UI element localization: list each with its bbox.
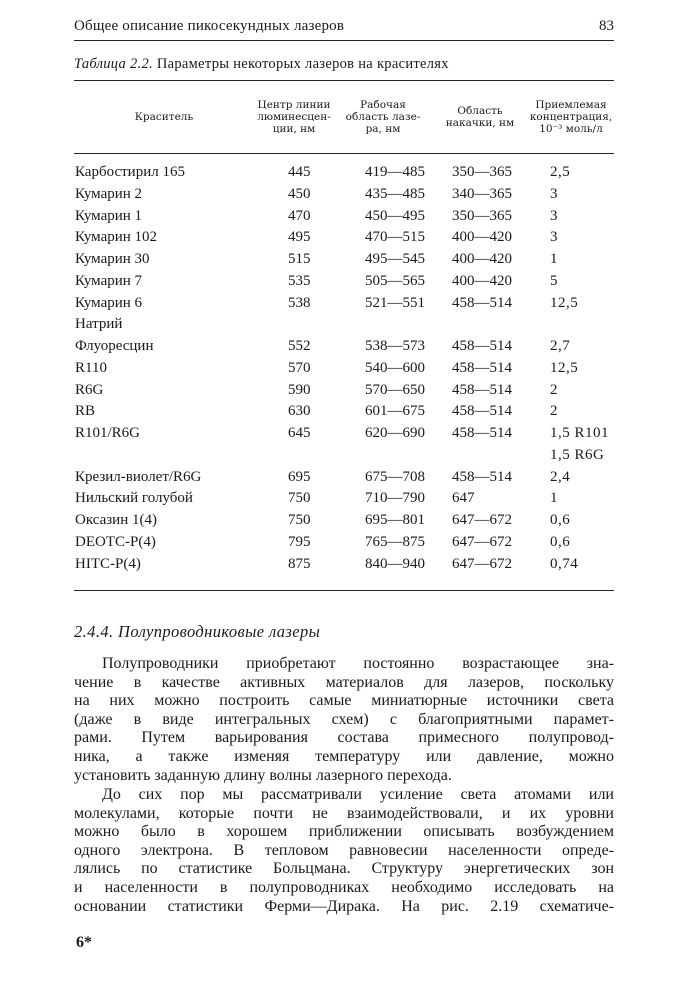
text-line: молекулами, которые почти не взаимодействовали, и их уровни xyxy=(74,804,614,822)
table-row xyxy=(74,423,614,445)
table-row xyxy=(74,227,614,249)
table-row xyxy=(74,467,614,489)
cell-concentration: 3 xyxy=(550,207,558,224)
cell-working-range: 540—600 xyxy=(365,359,425,376)
cell-dye: Кумарин 6 xyxy=(75,294,143,311)
cell-luminescence-center: 570 xyxy=(288,359,311,376)
cell-dye: Оксазин 1(4) xyxy=(75,512,157,528)
header-dye: Краситель xyxy=(134,111,194,123)
cell-working-range: 435—485 xyxy=(365,185,425,202)
text-line: Полупроводники приобретают постоянно возрастающее зна- xyxy=(102,655,614,672)
text-line: одного электрона. В тепловом равновесии населенности опреде- xyxy=(74,841,614,859)
cell-luminescence-center: 645 xyxy=(288,425,311,441)
cell-working-range: 538—573 xyxy=(365,338,425,354)
cell-pump-range: 400—420 xyxy=(452,251,512,267)
cell-dye: R101/R6G xyxy=(75,425,141,441)
table-row xyxy=(74,445,614,467)
cell-luminescence-center: 795 xyxy=(288,533,311,550)
cell-concentration: 1,5 R101 xyxy=(550,425,610,441)
table-caption-text: Параметры некоторых лазеров на красителях xyxy=(152,56,449,72)
table-row xyxy=(74,249,614,271)
cell-concentration: 1 xyxy=(550,251,558,267)
table-row xyxy=(74,293,614,315)
cell-luminescence-center: 445 xyxy=(288,164,311,180)
cell-concentration: 1 xyxy=(550,490,558,507)
cell-working-range: 570—650 xyxy=(365,381,425,398)
cell-luminescence-center: 450 xyxy=(288,185,311,202)
paragraph-2 xyxy=(74,786,614,916)
cell-concentration: 2 xyxy=(550,381,558,398)
text-line: можно было в хорошем приближении описывать возбуждением xyxy=(74,823,614,841)
cell-concentration: 2,5 xyxy=(550,164,571,180)
table-row xyxy=(74,271,614,293)
running-header xyxy=(74,16,614,41)
table-row xyxy=(74,358,614,380)
cell-dye: Флуоресцин xyxy=(75,338,154,354)
cell-pump-range: 458—514 xyxy=(452,403,512,420)
signature-mark: 6* xyxy=(76,934,92,951)
table-row xyxy=(74,510,614,532)
cell-dye: R110 xyxy=(75,359,107,376)
cell-working-range: 601—675 xyxy=(365,403,425,420)
cell-dye: DEOTC-P(4) xyxy=(75,533,156,550)
cell-dye: Нильский голубой xyxy=(75,490,193,507)
cell-concentration: 12,5 xyxy=(550,359,579,376)
cell-dye: Крезил-виолет/R6G xyxy=(75,468,202,485)
cell-luminescence-center: 495 xyxy=(288,229,311,246)
cell-working-range: 620—690 xyxy=(365,425,425,441)
cell-luminescence-center: 630 xyxy=(288,403,311,420)
table-row xyxy=(74,336,614,358)
cell-pump-range: 340—365 xyxy=(452,185,512,202)
cell-concentration: 3 xyxy=(550,229,558,246)
cell-working-range: 505—565 xyxy=(365,272,425,289)
cell-working-range: 419—485 xyxy=(365,164,425,180)
header-pump-range: Область накачки, нм xyxy=(445,105,515,129)
cell-pump-range: 647—672 xyxy=(452,512,512,528)
cell-dye: Карбостирил 165 xyxy=(75,164,185,180)
cell-dye: Натрий xyxy=(75,316,123,333)
cell-pump-range: 458—514 xyxy=(452,425,512,441)
cell-pump-range: 647—672 xyxy=(452,533,512,550)
section-heading: 2.4.4. Полупроводниковые лазеры xyxy=(74,622,321,641)
header-luminescence-center: Центр линии люминесцен- ции, нм xyxy=(257,99,331,135)
cell-concentration: 0,6 xyxy=(550,512,571,528)
cell-luminescence-center: 875 xyxy=(288,555,311,572)
cell-pump-range: 458—514 xyxy=(452,359,512,376)
cell-working-range: 695—801 xyxy=(365,512,425,528)
running-title: Общее описание пикосекундных лазеров xyxy=(74,18,345,34)
cell-luminescence-center: 535 xyxy=(288,272,311,289)
text-line: и населенности в полупроводниках необходимо исследовать на xyxy=(74,878,614,896)
cell-working-range: 840—940 xyxy=(365,555,425,572)
cell-concentration: 2 xyxy=(550,403,558,420)
cell-pump-range: 458—514 xyxy=(452,294,512,311)
cell-concentration: 5 xyxy=(550,272,558,289)
table-body xyxy=(74,162,614,575)
text-line: рами. Путем варьирования состава примесного полупровод- xyxy=(74,729,614,747)
text-line: ника, а также изменяя температуру или давление, можно xyxy=(74,747,614,765)
table-row xyxy=(74,380,614,402)
cell-working-range: 521—551 xyxy=(365,294,425,311)
table-row xyxy=(74,314,614,336)
cell-working-range: 470—515 xyxy=(365,229,425,246)
cell-dye: RB xyxy=(75,403,96,420)
cell-pump-range: 647—672 xyxy=(452,555,512,572)
cell-concentration: 1,5 R6G xyxy=(550,446,605,463)
table-row xyxy=(74,532,614,554)
cell-dye: R6G xyxy=(75,381,104,398)
text-line: чение в качестве активных материалов для лазеров, поскольку xyxy=(74,673,614,691)
cell-concentration: 12,5 xyxy=(550,294,579,311)
text-line: на них можно построить самые миниатюрные источники света xyxy=(74,692,614,710)
cell-pump-range: 350—365 xyxy=(452,164,512,180)
cell-pump-range: 400—420 xyxy=(452,229,512,246)
table-caption xyxy=(74,56,449,73)
cell-concentration: 0,6 xyxy=(550,533,571,550)
cell-working-range: 765—875 xyxy=(365,533,425,550)
cell-dye: HITC-P(4) xyxy=(75,555,141,572)
table-row xyxy=(74,401,614,423)
cell-pump-range: 400—420 xyxy=(452,272,512,289)
cell-luminescence-center: 750 xyxy=(288,512,311,528)
cell-luminescence-center: 750 xyxy=(288,490,311,507)
text-line: (даже в виде интегральных схем) с благоприятными парамет- xyxy=(74,710,614,728)
cell-luminescence-center: 552 xyxy=(288,338,311,354)
cell-luminescence-center: 590 xyxy=(288,381,311,398)
cell-concentration: 0,74 xyxy=(550,555,579,572)
cell-working-range: 710—790 xyxy=(365,490,425,507)
table-row xyxy=(74,184,614,206)
table-row xyxy=(74,554,614,576)
text-line: До сих пор мы рассматривали усиление света атомами или xyxy=(102,786,614,803)
cell-working-range: 675—708 xyxy=(365,468,425,485)
cell-working-range: 450—495 xyxy=(365,207,425,224)
cell-pump-range: 458—514 xyxy=(452,468,512,485)
table-row xyxy=(74,162,614,184)
header-concentration: Приемлемая концентрация, 10⁻³ моль/л xyxy=(529,99,613,135)
page-number: 83 xyxy=(599,18,614,34)
cell-pump-range: 647 xyxy=(452,490,475,507)
cell-concentration: 3 xyxy=(550,185,558,202)
cell-dye: Кумарин 2 xyxy=(75,185,143,202)
cell-pump-range: 350—365 xyxy=(452,207,512,224)
cell-luminescence-center: 695 xyxy=(288,468,311,485)
cell-dye: Кумарин 7 xyxy=(75,272,143,289)
cell-pump-range: 458—514 xyxy=(452,381,512,398)
header-working-range: Рабочая область лазе- ра, нм xyxy=(345,99,421,135)
table-caption-label: Таблица 2.2. xyxy=(74,56,153,72)
table-bottom-rule xyxy=(74,590,614,591)
text-line: установить заданную длину волны лазерного перехода. xyxy=(74,766,452,784)
cell-luminescence-center: 538 xyxy=(288,294,311,311)
cell-pump-range: 458—514 xyxy=(452,338,512,354)
table-row xyxy=(74,488,614,510)
cell-working-range: 495—545 xyxy=(365,251,425,267)
cell-luminescence-center: 515 xyxy=(288,251,311,267)
text-line: лялись по статистике Больцмана. Структуру энергетических зон xyxy=(74,860,614,878)
table-header xyxy=(74,80,614,154)
paragraph-1 xyxy=(74,655,614,785)
cell-luminescence-center: 470 xyxy=(288,207,311,224)
cell-dye: Кумарин 102 xyxy=(75,229,158,246)
text-line: основании статистики Ферми—Дирака. На рис. 2.19 схематиче- xyxy=(74,897,614,915)
cell-concentration: 2,4 xyxy=(550,468,571,485)
cell-dye: Кумарин 30 xyxy=(75,251,150,267)
table-row xyxy=(74,206,614,228)
cell-concentration: 2,7 xyxy=(550,338,571,354)
cell-dye: Кумарин 1 xyxy=(75,207,143,224)
